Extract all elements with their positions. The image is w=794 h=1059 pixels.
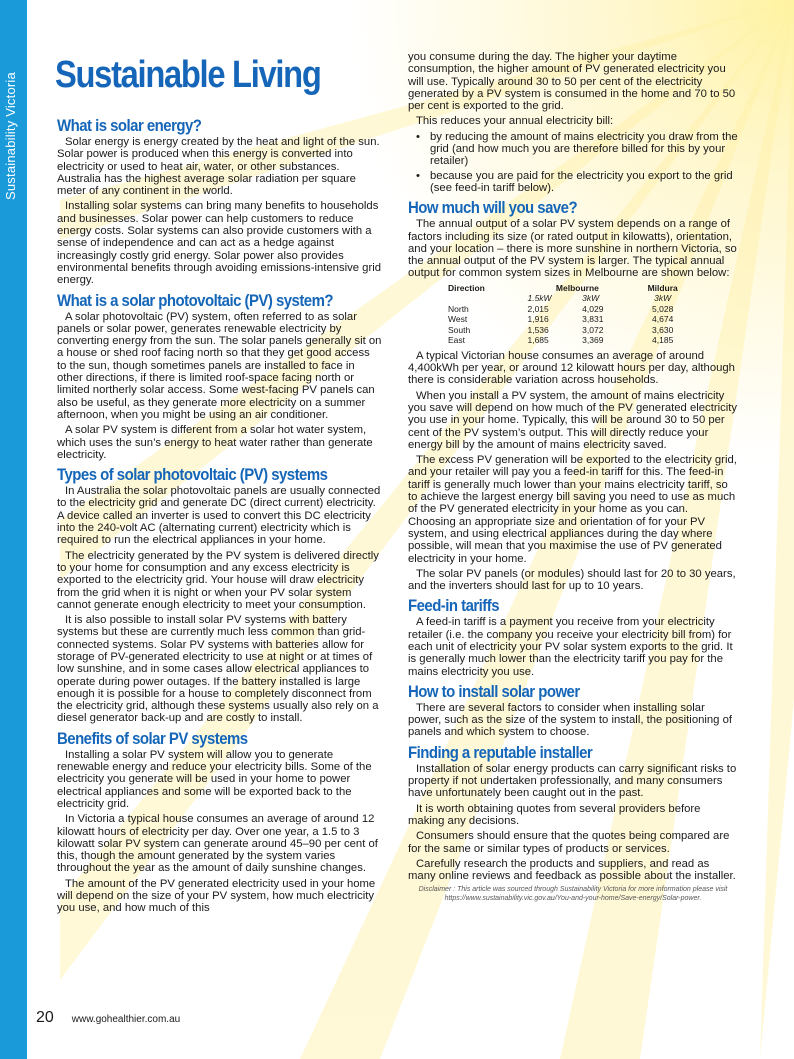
table-cell: 1.5kW xyxy=(527,293,552,304)
table-cell: 3,369 xyxy=(582,335,604,346)
table-cell: 3,630 xyxy=(652,324,674,335)
table-header: Mildura xyxy=(647,282,678,293)
table-cell: 1,916 xyxy=(527,314,549,325)
paragraph: A solar PV system is different from a solar hot water system, which uses the sun’s energy to heat water rather than generate electricity. xyxy=(57,424,373,461)
paragraph: The electricity generated by the PV system is delivered directly to your home for consumption and any excess electricity is exported to the electricity grid. Your house will draw electricity from the grid when it is night or when your PV solar system cannot generate enough electricity to meet your consumption. xyxy=(57,549,379,611)
side-strip xyxy=(0,0,27,1059)
disclaimer-link[interactable]: https://www.sustainability.vic.gov.au/You-and-your-home/Save-energy/Solar-power. xyxy=(444,894,702,902)
paragraph: A typical Victorian house consumes an average of around 4,400kWh per year, or around 12 kilowatt hours per day, although there is considerable variation across households. xyxy=(408,349,735,387)
paragraph: A solar photovoltaic (PV) system, often referred to as solar panels or solar power, generates renewable electricity by converting energy from the sun. The solar panels generally sit on a house or shed roof facing north so that they get good access to the sun, though sometimes panels are installed to face in other directions, if there is limited roof-space facing north or limited northerly solar access. Some west-facing PV panels can also be useful, as they generate more electricity on a summer afternoon, when you might be using an air conditioner. xyxy=(57,310,382,421)
disclaimer-text: Disclaimer : This article was sourced through Sustainability Victoria for more information please visit xyxy=(418,886,728,894)
heading-reputable-installer: Finding a reputable installer xyxy=(408,742,593,762)
paragraph: It is also possible to install solar PV systems with battery systems but these are currently much less common than grid-connected systems. Solar PV systems with batteries allow for storage of PV-generated electricity to use at night or at times of low sunshine, and in some cases allow electrical appliances to operate during power outages. If the battery installed is large enough it is possible for a house to completely disconnect from the electricity grid, although these systems usually also rely on a diesel generator back-up and are costly to install. xyxy=(57,614,379,725)
list-item: • because you are paid for the electricity you export to the grid (see feed-in tariff below). xyxy=(416,170,738,195)
table-cell: 3kW xyxy=(582,293,600,304)
table-cell: West xyxy=(448,314,468,325)
page-title: Sustainable Living xyxy=(55,54,321,96)
solar-output-table xyxy=(446,283,696,346)
table-cell: 1,536 xyxy=(527,324,549,335)
table-row xyxy=(446,304,696,315)
paragraph: Installation of solar energy products can carry significant risks to property if not undertaken professionally, and many consumers have unfortunately been caught out in the past. xyxy=(408,762,737,800)
disclaimer xyxy=(408,886,738,903)
table-cell: 5,028 xyxy=(652,303,674,314)
left-column xyxy=(57,112,382,918)
table-cell: South xyxy=(448,324,471,335)
right-column xyxy=(408,51,738,903)
table-cell: 3,072 xyxy=(582,324,604,335)
heading-what-is-solar-energy: What is solar energy? xyxy=(57,116,202,135)
heading-how-to-install: How to install solar power xyxy=(408,681,580,701)
table-cell: 4,674 xyxy=(652,314,674,325)
heading-what-is-pv-system: What is a solar photovoltaic (PV) system? xyxy=(57,290,333,310)
table-row xyxy=(446,335,696,346)
heading-feed-in-tariffs: Feed-in tariffs xyxy=(408,596,499,616)
paragraph: The excess PV generation will be exported to the electricity grid, and your retailer will pay you a feed-in tariff for this. The feed-in tariff is generally much lower than your mains electricity tariff, so to achieve the largest energy bill saving you need to use as much of the PV generated electricity in your home as you can. Choosing an appropriate size and orientation of for your PV system, and using electrical appliances during the day where possible, will mean that you maximise the use of PV generated electricity in your home. xyxy=(408,454,737,565)
heading-how-much-save: How much will you save? xyxy=(408,198,578,218)
paragraph: It is worth obtaining quotes from several providers before making any decisions. xyxy=(408,802,701,827)
page-footer xyxy=(36,1009,180,1027)
paragraph: When you install a PV system, the amount of mains electricity you save will depend on how much of the PV generated electricity you use in your home. Typically, this will be around 30 to 50 per cent of the PV system’s output. This will directly reduce your energy bill by the amount of mains electricity saved. xyxy=(408,389,738,451)
table-cell: East xyxy=(448,335,466,346)
paragraph: Installing a solar PV system will allow you to generate renewable energy and reduce your electricity bills. Some of the electricity you generate will be used in your home to power electrical appliances and some will be exported back to the electricity grid. xyxy=(57,748,372,810)
paragraph: This reduces your annual electricity bill: xyxy=(416,115,614,128)
paragraph: Solar energy is energy created by the heat and light of the sun. Solar power is produced when this energy is converted into electricity or used to heat air, water, or other substances. Australia has the highest average solar radiation per square meter of any continent in the world. xyxy=(57,136,380,198)
paragraph: The solar PV panels (or modules) should last for 20 to 30 years, and the inverters should last for up to 10 years. xyxy=(408,567,736,593)
table-header: Direction xyxy=(448,282,485,293)
table-cell: 4,029 xyxy=(582,303,604,314)
website-link[interactable]: www.gohealthier.com.au xyxy=(71,1014,181,1025)
paragraph: In Australia the solar photovoltaic panels are usually connected to the electricity grid and generate DC (direct current) electricity. A device called an inverter is used to convert this DC electricity into the 240-volt AC (alternating current) electricity which is required to run the electrical appliances in your home. xyxy=(57,485,381,547)
paragraph: Consumers should ensure that the quotes being compared are for the same or similar types of products or services. xyxy=(408,830,730,855)
paragraph: The annual output of a solar PV system depends on a range of factors including its size (or rated output in kilowatts), orientation, and your location – there is more sunshine in northern Victoria, so the annual output of the PV system is larger. The typical annual output for common system sizes in Melbourne are shown below: xyxy=(408,218,737,280)
paragraph: The amount of the PV generated electricity used in your home will depend on the size of your PV system, how much electricity you use, and how much of this xyxy=(57,877,376,915)
table-cell: 1,685 xyxy=(527,335,549,346)
table-cell: North xyxy=(448,303,469,314)
paragraph: Carefully research the products and suppliers, and read as many online reviews and feedback as possible about the installer. xyxy=(408,857,736,883)
section-label: Sustainability Victoria xyxy=(3,72,18,200)
page-number: 20 xyxy=(36,1009,54,1026)
paragraph: you consume during the day. The higher your daytime consumption, the higher amount of PV generated electricity you will use. Typically around 30 to 50 per cent of the electricity generated by a PV system is consumed in the home and 70 to 50 per cent is exported to the grid. xyxy=(408,51,736,113)
table-row xyxy=(446,314,696,325)
heading-benefits: Benefits of solar PV systems xyxy=(57,728,248,748)
list-item: • by reducing the amount of mains electricity you draw from the grid (and how much you are therefore billed for this by your retailer) xyxy=(416,131,738,168)
table-cell: 3kW xyxy=(654,293,672,304)
table-cell: 4,185 xyxy=(652,335,674,346)
paragraph: In Victoria a typical house consumes an average of around 12 kilowatt hours of electricity per day. Over one year, a 1.5 to 3 kilowatt solar PV system can generate around 45–90 per cent of this, though the amount generated by the system varies throughout the year as the amount of daily sunshine changes. xyxy=(57,813,378,875)
table-cell: 2,015 xyxy=(527,303,549,314)
heading-types-of-pv-systems: Types of solar photovoltaic (PV) systems xyxy=(57,465,328,485)
paragraph: Installing solar systems can bring many benefits to households and businesses. Solar power can help customers to reduce energy costs. Solar systems can also provide customers with a sense of independence and can act as a hedge against increasingly costly grid energy. Solar power also provides environmental benefits through avoiding emissions-intensive grid energy. xyxy=(57,200,382,287)
table-header: Melbourne xyxy=(555,282,599,293)
table-cell: 3,831 xyxy=(582,314,604,325)
paragraph: There are several factors to consider when installing solar power, such as the size of the system to install, the positioning of panels and which system to choose. xyxy=(408,701,733,739)
table-row xyxy=(446,325,696,336)
paragraph: A feed-in tariff is a payment you receive from your electricity retailer (i.e. the company you receive your electricity bill from) for each unit of electricity your PV solar system exports to the grid. It is generally much lower than the electricity tariff you pay for the mains electricity you use. xyxy=(408,616,733,678)
bullet-list xyxy=(416,131,738,194)
